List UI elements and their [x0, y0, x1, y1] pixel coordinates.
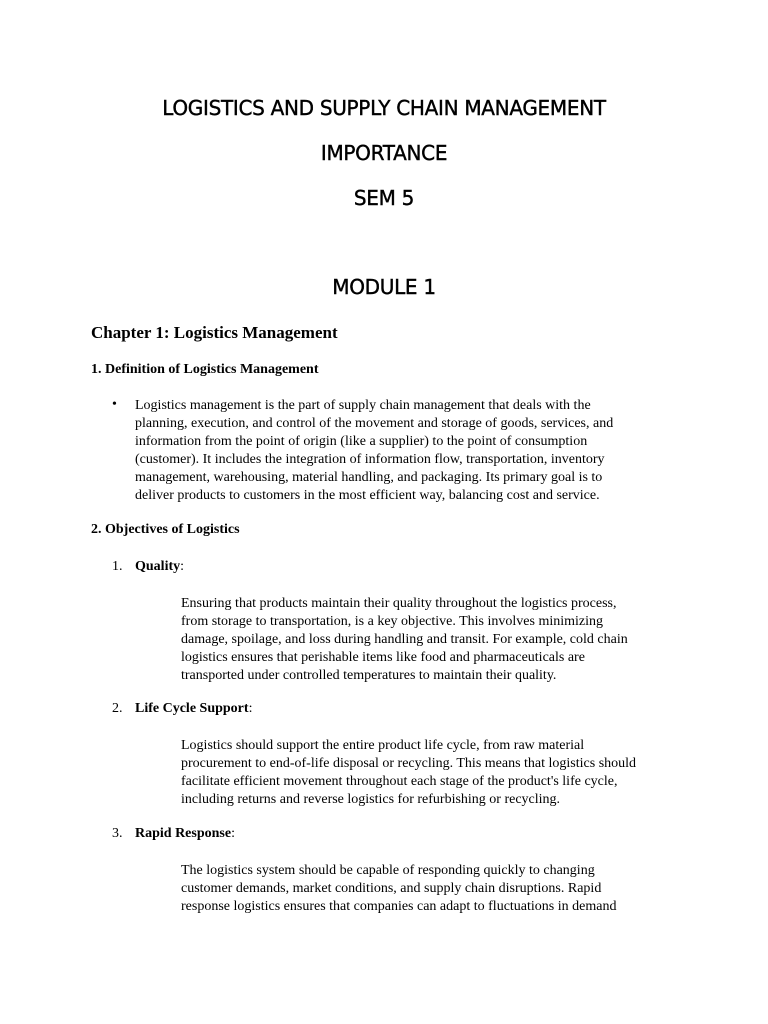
paragraph-line: information from the point of origin (like a supplier) to the point of consumption — [135, 434, 588, 449]
paragraph-line: The logistics system should be capable of responding quickly to changing — [181, 863, 595, 878]
module-heading: MODULE 1 — [332, 275, 436, 299]
chapter-heading: Chapter 1: Logistics Management — [91, 323, 338, 342]
paragraph-line: transported under controlled temperatures to maintain their quality. — [181, 668, 557, 683]
definition-paragraph — [135, 397, 613, 505]
objective-paragraph-life-cycle — [181, 737, 636, 809]
objective-title-life-cycle: Life Cycle Support: — [135, 701, 253, 716]
paragraph-line: deliver products to customers in the most efficient way, balancing cost and service. — [135, 488, 600, 503]
paragraph-line: including returns and reverse logistics for refurbishing or recycling. — [181, 792, 561, 807]
objective-paragraph-quality — [181, 595, 628, 685]
objective-paragraph-rapid-response — [181, 862, 616, 916]
paragraph-line: planning, execution, and control of the movement and storage of goods, services, and — [135, 416, 614, 431]
paragraph-line: from storage to transportation, is a key objective. This involves minimizing — [181, 614, 603, 629]
paragraph-line: damage, spoilage, and loss during handling and transit. For example, cold chain — [181, 632, 628, 647]
paragraph-line: (customer). It includes the integration of information flow, transportation, inventory — [135, 452, 605, 467]
section-heading-objectives: 2. Objectives of Logistics — [91, 522, 240, 537]
list-number: 1. — [112, 559, 123, 574]
document-title-line3: SEM 5 — [353, 186, 415, 210]
objective-title-rapid-response: Rapid Response: — [135, 826, 235, 841]
paragraph-line: logistics ensures that perishable items like food and pharmaceuticals are — [181, 650, 585, 665]
bullet-marker: • — [112, 397, 117, 412]
paragraph-line: customer demands, market conditions, and supply chain disruptions. Rapid — [181, 881, 602, 896]
objective-title-quality: Quality: — [135, 559, 185, 574]
paragraph-line: Ensuring that products maintain their quality throughout the logistics process, — [181, 596, 617, 611]
paragraph-line: facilitate efficient movement throughout each stage of the product's life cycle, — [181, 774, 618, 789]
paragraph-line: Logistics should support the entire product life cycle, from raw material — [181, 738, 585, 753]
list-number: 3. — [112, 826, 123, 841]
paragraph-line: response logistics ensures that companies can adapt to fluctuations in demand — [181, 899, 617, 914]
paragraph-line: management, warehousing, material handling, and packaging. Its primary goal is to — [135, 470, 603, 485]
section-heading-definition: 1. Definition of Logistics Management — [91, 362, 319, 377]
paragraph-line: Logistics management is the part of supply chain management that deals with the — [135, 398, 591, 413]
list-number: 2. — [112, 701, 123, 716]
paragraph-line: procurement to end-of-life disposal or recycling. This means that logistics should — [181, 756, 637, 771]
document-title-line2: IMPORTANCE — [320, 141, 448, 165]
document-title-line1: LOGISTICS AND SUPPLY CHAIN MANAGEMENT — [162, 96, 606, 120]
